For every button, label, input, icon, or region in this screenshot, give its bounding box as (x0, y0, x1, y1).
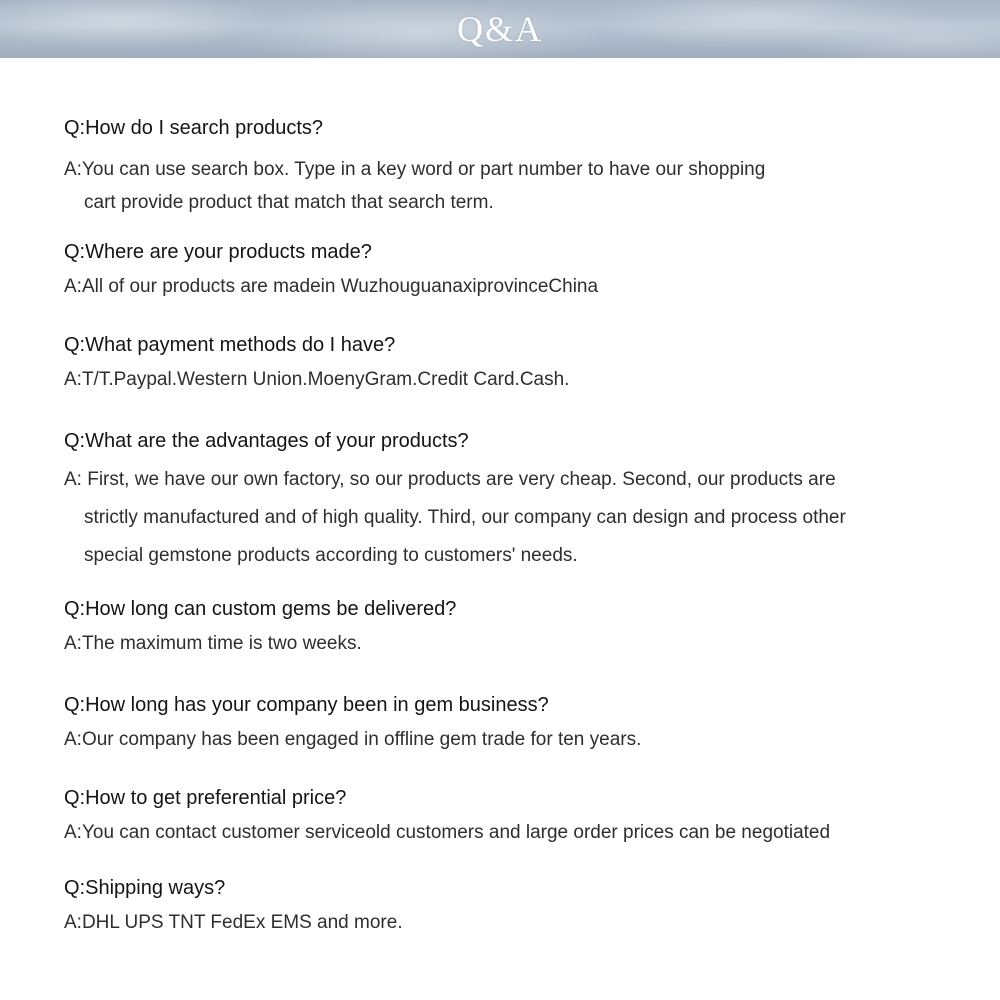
faq-item-pricing (64, 786, 964, 846)
faq-answer-line: A:T/T.Paypal.Western Union.MoenyGram.Credit Card.Cash. (64, 369, 570, 390)
faq-item-origin (64, 240, 964, 300)
faq-item-experience (64, 693, 964, 753)
faq-answer (64, 820, 964, 846)
faq-answer-line: A:You can use search box. Type in a key word or part number to have our shopping (64, 159, 766, 180)
faq-answer (64, 153, 964, 219)
faq-answer-line: special gemstone products according to customers' needs. (84, 545, 578, 566)
faq-answer-line: cart provide product that match that search term. (84, 192, 494, 213)
faq-answer (64, 910, 964, 936)
faq-answer-line: A:All of our products are madein WuzhouguanaxiprovinceChina (64, 276, 599, 297)
faq-item-payment (64, 333, 964, 393)
faq-answer (64, 727, 964, 753)
banner-title: Q&A (457, 9, 543, 49)
faq-answer-line: strictly manufactured and of high quality. Third, our company can design and process other (84, 507, 846, 528)
faq-question: Q:Shipping ways? (64, 877, 226, 899)
faq-answer-line: A:DHL UPS TNT FedEx EMS and more. (64, 912, 403, 933)
faq-item-shipping (64, 876, 964, 936)
faq-answer-line: A: First, we have our own factory, so our products are very cheap. Second, our products are (64, 469, 836, 490)
qa-banner (0, 0, 1000, 58)
faq-item-delivery (64, 597, 964, 657)
faq-answer (64, 274, 964, 300)
faq-answer-line: A:The maximum time is two weeks. (64, 633, 362, 654)
faq-answer-line: A:Our company has been engaged in offline gem trade for ten years. (64, 729, 642, 750)
faq-question: Q:Where are your products made? (64, 241, 372, 263)
faq-answer (64, 367, 964, 393)
faq-question: Q:What are the advantages of your products? (64, 430, 469, 452)
faq-answer (64, 631, 964, 657)
faq-item-advantages (64, 429, 964, 575)
faq-question: Q:How to get preferential price? (64, 787, 347, 809)
faq-answer (64, 461, 964, 575)
faq-question: Q:What payment methods do I have? (64, 334, 396, 356)
faq-question: Q:How long can custom gems be delivered? (64, 598, 457, 620)
faq-answer-line: A:You can contact customer serviceold customers and large order prices can be negotiated (64, 822, 831, 843)
faq-question: Q:How long has your company been in gem business? (64, 694, 549, 716)
faq-item-search (64, 116, 964, 219)
faq-question: Q:How do I search products? (64, 117, 324, 139)
